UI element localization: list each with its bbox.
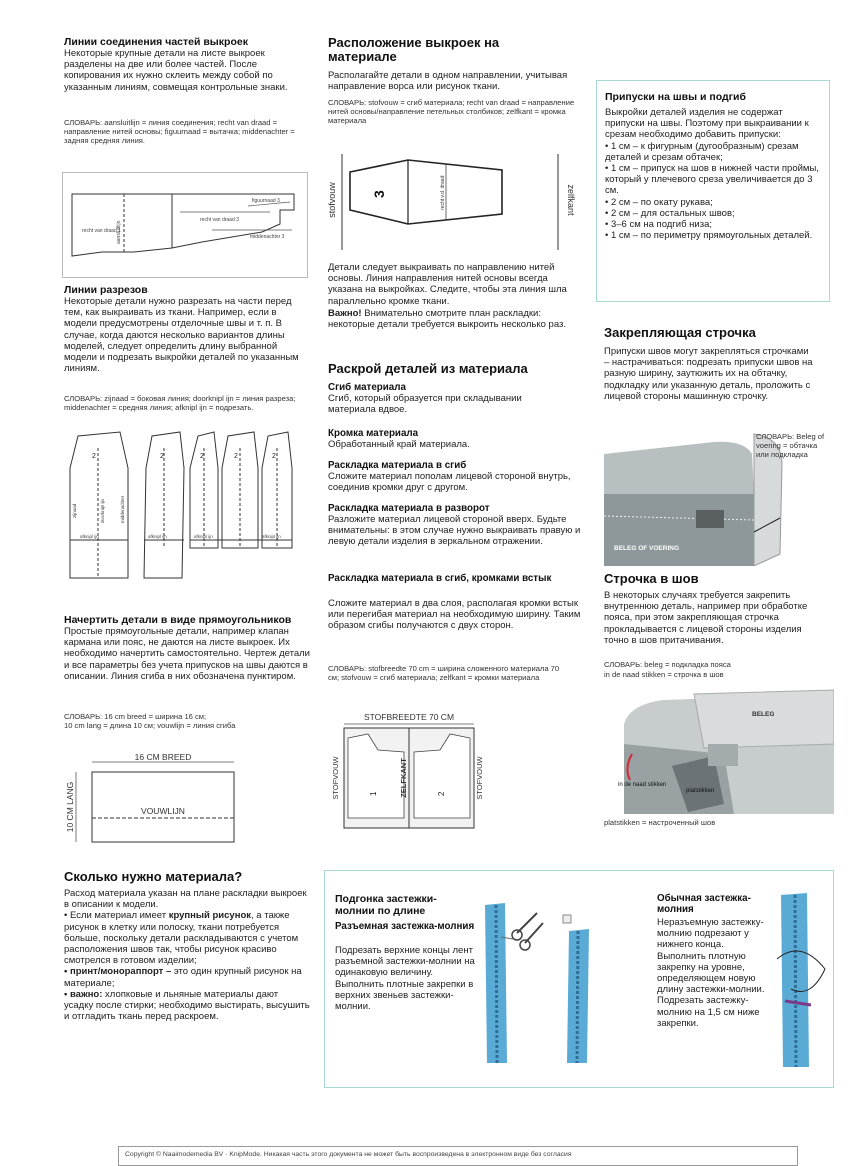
fig2-label: afknipl ijn xyxy=(148,534,167,539)
box1-item: • 2 см – для остальных швов; xyxy=(605,207,735,219)
section-title-material-amount: Сколько нужно материала? xyxy=(64,869,243,884)
vocab-layout: СЛОВАРЬ: stofvouw = сгиб материала; recht van draad = направление нитей основы/направление петельных столбиков; zelfkant = кромка материала xyxy=(328,98,575,125)
section-title-stitch-in-ditch: Строчка в шов xyxy=(604,571,699,586)
subtext-spread-layout: Разложите материал лицевой стороной вверх. Будьте внимательны: в этом случае нужно выкраивать правую и левую детали изделия в зеркальном отражении. xyxy=(328,514,581,548)
fig-layout-num: 3 xyxy=(371,190,387,198)
fig-fold-left: STOFVOUW xyxy=(331,756,340,800)
section-text-cut-lines: Некоторые детали нужно разрезать на части перед тем, как выкраивать из ткани. Например, если в модели предусмотрены отделочные швы и т. п. В случае, когда даются несколько вариантов длины моделей, следует определить длину выбранной модели и подрезать выкройки деталей по указанным линиям. xyxy=(64,296,299,375)
section-text-rectangles: Простые прямоугольные детали, например клапан кармана или пояс, не даются на листе выкроек. Их необходимо начертить самостоятельно. Чертеж детали и все параметры без учета припусков на швы даются в описании. Линия сгиба в них обозначена пунктиром. xyxy=(64,626,310,682)
vocab-seam-lines: СЛОВАРЬ: aansluitlijn = линия соединения; recht van draad = направление нитей основы; figuurnaad = вытачка; middenachter = задняя средняя линия. xyxy=(64,118,295,145)
fig2-number: 2 xyxy=(92,453,96,460)
photo2-caption: platstikken = настроченный шов xyxy=(604,818,716,827)
material-p4-a: • важно: xyxy=(64,988,103,1000)
section-title-topstitch: Закрепляющая строчка xyxy=(604,325,756,340)
section-text-seam-lines: Некоторые крупные детали на листе выкроек разделены на две или более частей. После копирования их нужно склеить между собой по указанным линиям, совмещая контрольные знаки. xyxy=(64,48,288,93)
box1-title: Припуски на швы и подгиб xyxy=(605,91,746,103)
fig-layout-right: zelfkant xyxy=(566,184,576,216)
figure-seam-lines xyxy=(62,172,308,278)
fig2-number: 2 xyxy=(160,453,164,460)
figure-layout xyxy=(326,150,580,254)
fig-layout-mid: recht v.d. draad xyxy=(440,175,446,210)
photo1-label: BELEG OF VOERING xyxy=(614,545,680,552)
material-p3-a: • принт/монораппорт – xyxy=(64,966,172,978)
layout-p3-a: Важно! xyxy=(328,308,362,319)
figure-rectangle xyxy=(62,750,242,850)
box-seam-allowances xyxy=(596,80,830,302)
material-p3-b: это один крупный рисунок на материале; xyxy=(64,966,302,989)
box1-intro: Выкройки деталей изделия не содержат припуски на швы. Поэтому при выкраивании к срезам необходимо добавить припуски: xyxy=(605,107,809,141)
fig2-label: afknipl ijn xyxy=(262,534,281,539)
material-p2 xyxy=(64,910,310,966)
fig-layout-left: stofvouw xyxy=(327,182,337,218)
fig2-label: doorknipl ijn xyxy=(100,498,105,523)
photo1-vocab: СЛОВАРЬ: Beleg of voering = обтачка или подкладка xyxy=(756,432,825,459)
fig2-number: 2 xyxy=(272,453,276,460)
material-p2-c: , а также рисунок в клетку или полоску, ткани потребуется больше, поскольку детали раскладываются с учетом расположения швов так, чтобы рисунок красиво смотрелся в готовом изделии; xyxy=(64,910,299,967)
zip-figure-closed xyxy=(771,889,831,1069)
zip-sub2: Обычная застежка-молния xyxy=(657,893,751,915)
rect-width-label: 16 CM BREED xyxy=(134,752,192,762)
fig2-number: 2 xyxy=(234,453,238,460)
fig2-label: afknipl ijn xyxy=(80,534,99,539)
figure-cut-lines xyxy=(62,428,310,586)
subhead-fold-layout: Раскладка материала в сгиб xyxy=(328,460,467,471)
vocab-cut-lines: СЛОВАРЬ: zijnaad = боковая линия; doorknipl ijn = линия разреза; middenachter = средняя линия; afknipl ijn = подрезать. xyxy=(64,394,296,412)
figure-double-fold xyxy=(326,710,492,834)
box1-item: • 1 см – припуск на шов в нижней части проймы, который у плечевого среза увеличивается до 3 см. xyxy=(605,163,819,197)
photo2-beleg: BELEG xyxy=(752,711,775,718)
subhead-selvage: Кромка материала xyxy=(328,428,419,439)
fig-fold-top: STOFBREEDTE 70 CM xyxy=(363,712,455,722)
material-p4-b: хлопковые и льняные материалы дают усадку после стирки; необходимо выстирать, высушить и отгладить ткань перед раскроем. xyxy=(64,988,310,1023)
subhead-spread-layout: Раскладка материала в разворот xyxy=(328,503,490,514)
fig1-label: recht van draad 1 xyxy=(82,228,121,234)
section-title-cutting: Раскрой деталей из материала xyxy=(328,361,528,376)
subhead-double-fold: Раскладка материала в сгиб, кромками встык xyxy=(328,573,552,584)
vocab-rectangles-2: 10 cm lang = длина 10 см; vouwlijn = линия сгиба xyxy=(64,721,236,730)
fig-fold-right: STOFVOUW xyxy=(475,756,484,800)
zip-figure-open xyxy=(477,893,647,1063)
fig2-label: zijnaad xyxy=(72,503,77,518)
subtext-fold-layout: Сложите материал пополам лицевой стороной внутрь, соединив кромки друг с другом. xyxy=(328,471,571,494)
zip-sub2-text: Неразъемную застежку-молнию подрезают у нижнего конца. Выполнить плотную закрепку на уровне, определяющем новую длину застежки-молнии. Подрезать застежку-молнию на 1,5 см ниже закрепки. xyxy=(657,917,765,1029)
footer-box xyxy=(118,1146,798,1166)
vocab-stitch-2: in de naad stikken = строчка в шов xyxy=(604,670,724,679)
section-text-stitch-in-ditch: В некоторых случаях требуется закрепить внутреннюю деталь, например при обработке пояса, при этом закрепляющая строчка прокладывается с лицевой стороны изделия точно в шов притачивания. xyxy=(604,590,808,646)
material-p1: Расход материала указан на плане раскладки выкроек в описании к модели. xyxy=(64,888,307,911)
section-text-layout: Располагайте детали в одном направлении, учитывая направление ворса или рисунок ткани. xyxy=(328,70,568,93)
box1-item: • 1 см – к фигурным (дугообразным) срезам деталей и срезам обтачек; xyxy=(605,140,799,163)
fig-fold-mid: ZELFKANT xyxy=(399,758,408,798)
layout-p3 xyxy=(328,308,584,330)
section-text-material-amount xyxy=(64,888,310,1022)
fig2-label: middenachter xyxy=(120,495,125,523)
fig-fold-n1: 1 xyxy=(369,791,378,796)
vocab-cutting: СЛОВАРЬ: stofbreedte 70 cm = ширина сложенного материала 70 см; stofvouw = сгиб материала; zelfkant = кромки материала xyxy=(328,664,560,682)
photo-waistband xyxy=(604,684,834,814)
vocab-stitch-1: СЛОВАРЬ: beleg = подкладка пояса xyxy=(604,660,731,669)
vocab-rectangles-1: СЛОВАРЬ: 16 cm breed = ширина 16 см; xyxy=(64,712,207,721)
section-title-cut-lines: Линии разрезов xyxy=(64,284,148,296)
section-title-rectangles: Начертить детали в виде прямоугольников xyxy=(64,614,292,626)
material-p3 xyxy=(64,966,310,988)
box1-item: • 3–6 см на подгиб низа; xyxy=(605,219,712,231)
subtext-selvage: Обработанный край материала. xyxy=(328,439,470,450)
subtext-double-fold: Сложите материал в два слоя, располагая кромки встык или перегибая материал на необходимую ширину. Таким образом сгибы получаются с двух сторон. xyxy=(328,598,581,632)
subtext-fold: Сгиб, который образуется при складывании материала вдвое. xyxy=(328,393,522,416)
fig-fold-n2: 2 xyxy=(437,791,446,796)
fig1-label: aansluitlijn xyxy=(116,220,122,244)
fig1-label: recht van draad 3 xyxy=(200,217,239,223)
rect-fold-label: VOUWLIJN xyxy=(141,806,185,816)
section-title-seam-lines: Линии соединения частей выкроек xyxy=(64,36,248,48)
zip-sub1: Разъемная застежка-молния xyxy=(335,921,475,932)
zip-sub1-text: Подрезать верхние концы лент разъемной застежки-молнии на одинаковую величину. Выполнить плотные закрепки в верхних звеньев застежки-молнии. xyxy=(335,945,475,1013)
layout-p3-b: Внимательно смотрите план раскладки: некоторые детали требуется выкроить несколько раз. xyxy=(328,308,566,331)
box1-item: • 1 см – по периметру прямоугольных деталей. xyxy=(605,230,813,242)
box1-body xyxy=(605,107,823,241)
fig1-label: figuurnaad 3 xyxy=(252,198,280,204)
subhead-fold: Сгиб материала xyxy=(328,382,406,393)
box1-item: • 2 см – по окату рукава; xyxy=(605,196,713,208)
section-text-topstitch: Припуски швов могут закрепляться строчками – настрачиваться: подрезать припуски швов на разную ширину, заутюжить их на обтачку, подкладку или указанную деталь, проложить с лицевой стороны машинную строчку. xyxy=(604,346,813,402)
layout-p2: Детали следует выкраивать по направлению нитей основы. Линия направления нитей основы всегда указана на выкройках. Следите, чтобы эта линия шла параллельно кромке ткани. xyxy=(328,262,567,307)
photo2-flat: platstikken xyxy=(686,788,715,794)
photo2-in-ditch: in de naad stikken xyxy=(618,782,667,788)
material-p4 xyxy=(64,989,310,1023)
fig2-label: afknipl ijn xyxy=(194,534,213,539)
footer-copyright: Copyright © Naaimodemedia BV · KnipMode. Никакая часть этого документа не может быть воспроизведена в электронном виде без согласия xyxy=(125,1151,572,1158)
section-title-layout: Расположение выкроек на материале xyxy=(328,35,500,64)
zip-title: Подгонка застежки-молнии по длине xyxy=(335,893,437,917)
rect-height-label: 10 CM LANG xyxy=(65,781,75,833)
box-zipper xyxy=(324,870,834,1088)
material-p2-a: • Если материал имеет xyxy=(64,910,169,922)
fig2-number: 2 xyxy=(200,453,204,460)
material-p2-b: крупный рисунок xyxy=(168,910,252,922)
fig1-label: middenachter 3 xyxy=(250,234,285,240)
